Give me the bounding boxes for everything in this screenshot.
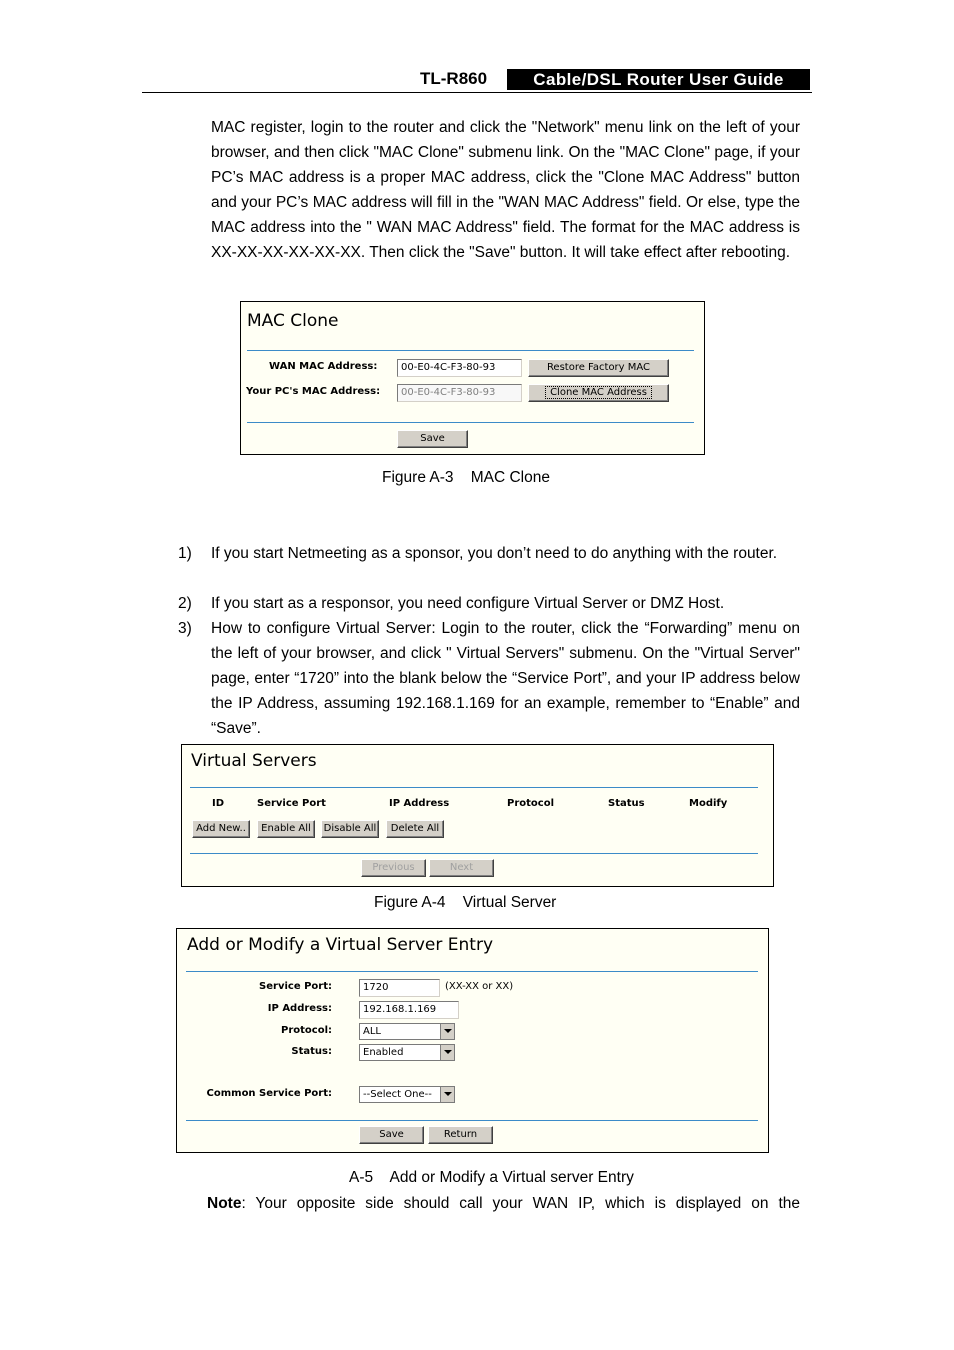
return-button[interactable]: Return — [428, 1126, 493, 1144]
common-service-port-select[interactable] — [359, 1086, 455, 1103]
enable-all-button[interactable]: Enable All — [257, 820, 315, 838]
protocol-select[interactable] — [359, 1023, 455, 1040]
common-service-port-label: Common Service Port: — [206, 1088, 332, 1099]
status-select[interactable] — [359, 1044, 455, 1061]
column-header-modify: Modify — [689, 798, 728, 809]
disable-all-button[interactable]: Disable All — [321, 820, 379, 838]
ip-address-label: IP Address: — [267, 1003, 332, 1014]
virtual-servers-title: Virtual Servers — [191, 751, 317, 771]
mac-clone-title: MAC Clone — [247, 311, 339, 331]
pc-mac-input: 00-E0-4C-F3-80-93 — [397, 384, 522, 402]
step-number: 2) — [178, 595, 192, 612]
chevron-down-icon[interactable] — [440, 1024, 454, 1039]
clone-mac-address-label: Clone MAC Address — [545, 386, 652, 399]
service-port-input[interactable]: 1720 — [359, 979, 440, 997]
divider — [190, 853, 758, 854]
step-number: 3) — [178, 620, 192, 637]
mac-clone-panel — [240, 301, 705, 455]
add-new-button[interactable]: Add New.. — [192, 820, 250, 838]
delete-all-button[interactable]: Delete All — [386, 820, 444, 838]
note-label: Note — [207, 1195, 242, 1212]
wan-mac-label: WAN MAC Address: — [269, 361, 378, 372]
step-text: How to configure Virtual Server: Login to the router, click the “Forwarding” menu on the left of your browser, and click " Virtual Servers" submenu. On the "Virtual Server" page, enter “1720” into the blank below the “Service Port”, and your IP address below the IP Address, assuming 192.168.1.169 for an example, remember to “Enable” and “Save”. — [211, 620, 800, 737]
add-modify-save-button[interactable]: Save — [359, 1126, 424, 1144]
protocol-value: ALL — [363, 1026, 381, 1037]
mac-clone-save-button[interactable]: Save — [397, 430, 468, 448]
step-text: If you start Netmeeting as a sponsor, you don’t need to do anything with the router. — [211, 545, 778, 562]
divider — [186, 971, 758, 972]
column-header-ip-address: IP Address — [389, 798, 450, 809]
intro-paragraph: MAC register, login to the router and click the "Network" menu link on the left of your browser, and then click "MAC Clone" submenu link. On the "MAC Clone" page, if your PC’s MAC address is a proper MAC address, click the "Clone MAC Address" button and your PC’s MAC address will fill in the "WAN MAC Address" field. Or else, type the MAC address into the " WAN MAC Address" field. The format for the MAC address is XX-XX-XX-XX-XX-XX. Then click the "Save" button. It will take effect after rebooting. — [211, 119, 800, 261]
note-text: : Your opposite side should call your WAN IP, which is displayed on the — [241, 1195, 800, 1212]
common-service-port-value: --Select One-- — [363, 1089, 432, 1100]
figure-a5-caption: A-5 Add or Modify a Virtual server Entry — [349, 1169, 634, 1186]
status-value: Enabled — [363, 1047, 404, 1058]
divider — [247, 350, 694, 351]
divider — [186, 1120, 758, 1121]
add-modify-panel — [176, 928, 769, 1153]
column-header-id: ID — [212, 798, 225, 809]
restore-factory-mac-button[interactable]: Restore Factory MAC — [528, 359, 669, 377]
pc-mac-label: Your PC's MAC Address: — [246, 386, 381, 397]
chevron-down-icon[interactable] — [440, 1045, 454, 1060]
column-header-status: Status — [608, 798, 645, 809]
step-number: 1) — [178, 545, 192, 562]
status-label: Status: — [291, 1046, 332, 1057]
note-paragraph — [207, 1191, 800, 1216]
divider — [247, 422, 694, 423]
divider — [190, 787, 758, 788]
service-port-label: Service Port: — [259, 981, 332, 992]
column-header-service-port: Service Port — [257, 798, 326, 809]
column-header-protocol: Protocol — [507, 798, 555, 809]
service-port-hint: (XX-XX or XX) — [445, 981, 514, 992]
ip-address-input[interactable]: 192.168.1.169 — [359, 1001, 459, 1019]
header-guide-title: Cable/DSL Router User Guide — [507, 69, 810, 90]
protocol-label: Protocol: — [280, 1025, 332, 1036]
figure-a3-caption: Figure A-3 MAC Clone — [382, 469, 550, 486]
step-text: If you start as a responsor, you need configure Virtual Server or DMZ Host. — [211, 595, 725, 612]
add-modify-title: Add or Modify a Virtual Server Entry — [187, 935, 493, 955]
clone-mac-address-button[interactable] — [528, 384, 669, 402]
header-model: TL-R860 — [420, 69, 488, 88]
figure-a4-caption: Figure A-4 Virtual Server — [374, 894, 557, 911]
wan-mac-input[interactable]: 00-E0-4C-F3-80-93 — [397, 359, 522, 377]
chevron-down-icon[interactable] — [440, 1087, 454, 1102]
virtual-servers-panel — [181, 744, 774, 887]
previous-button: Previous — [361, 859, 426, 877]
header-divider — [142, 92, 812, 93]
next-button: Next — [429, 859, 494, 877]
